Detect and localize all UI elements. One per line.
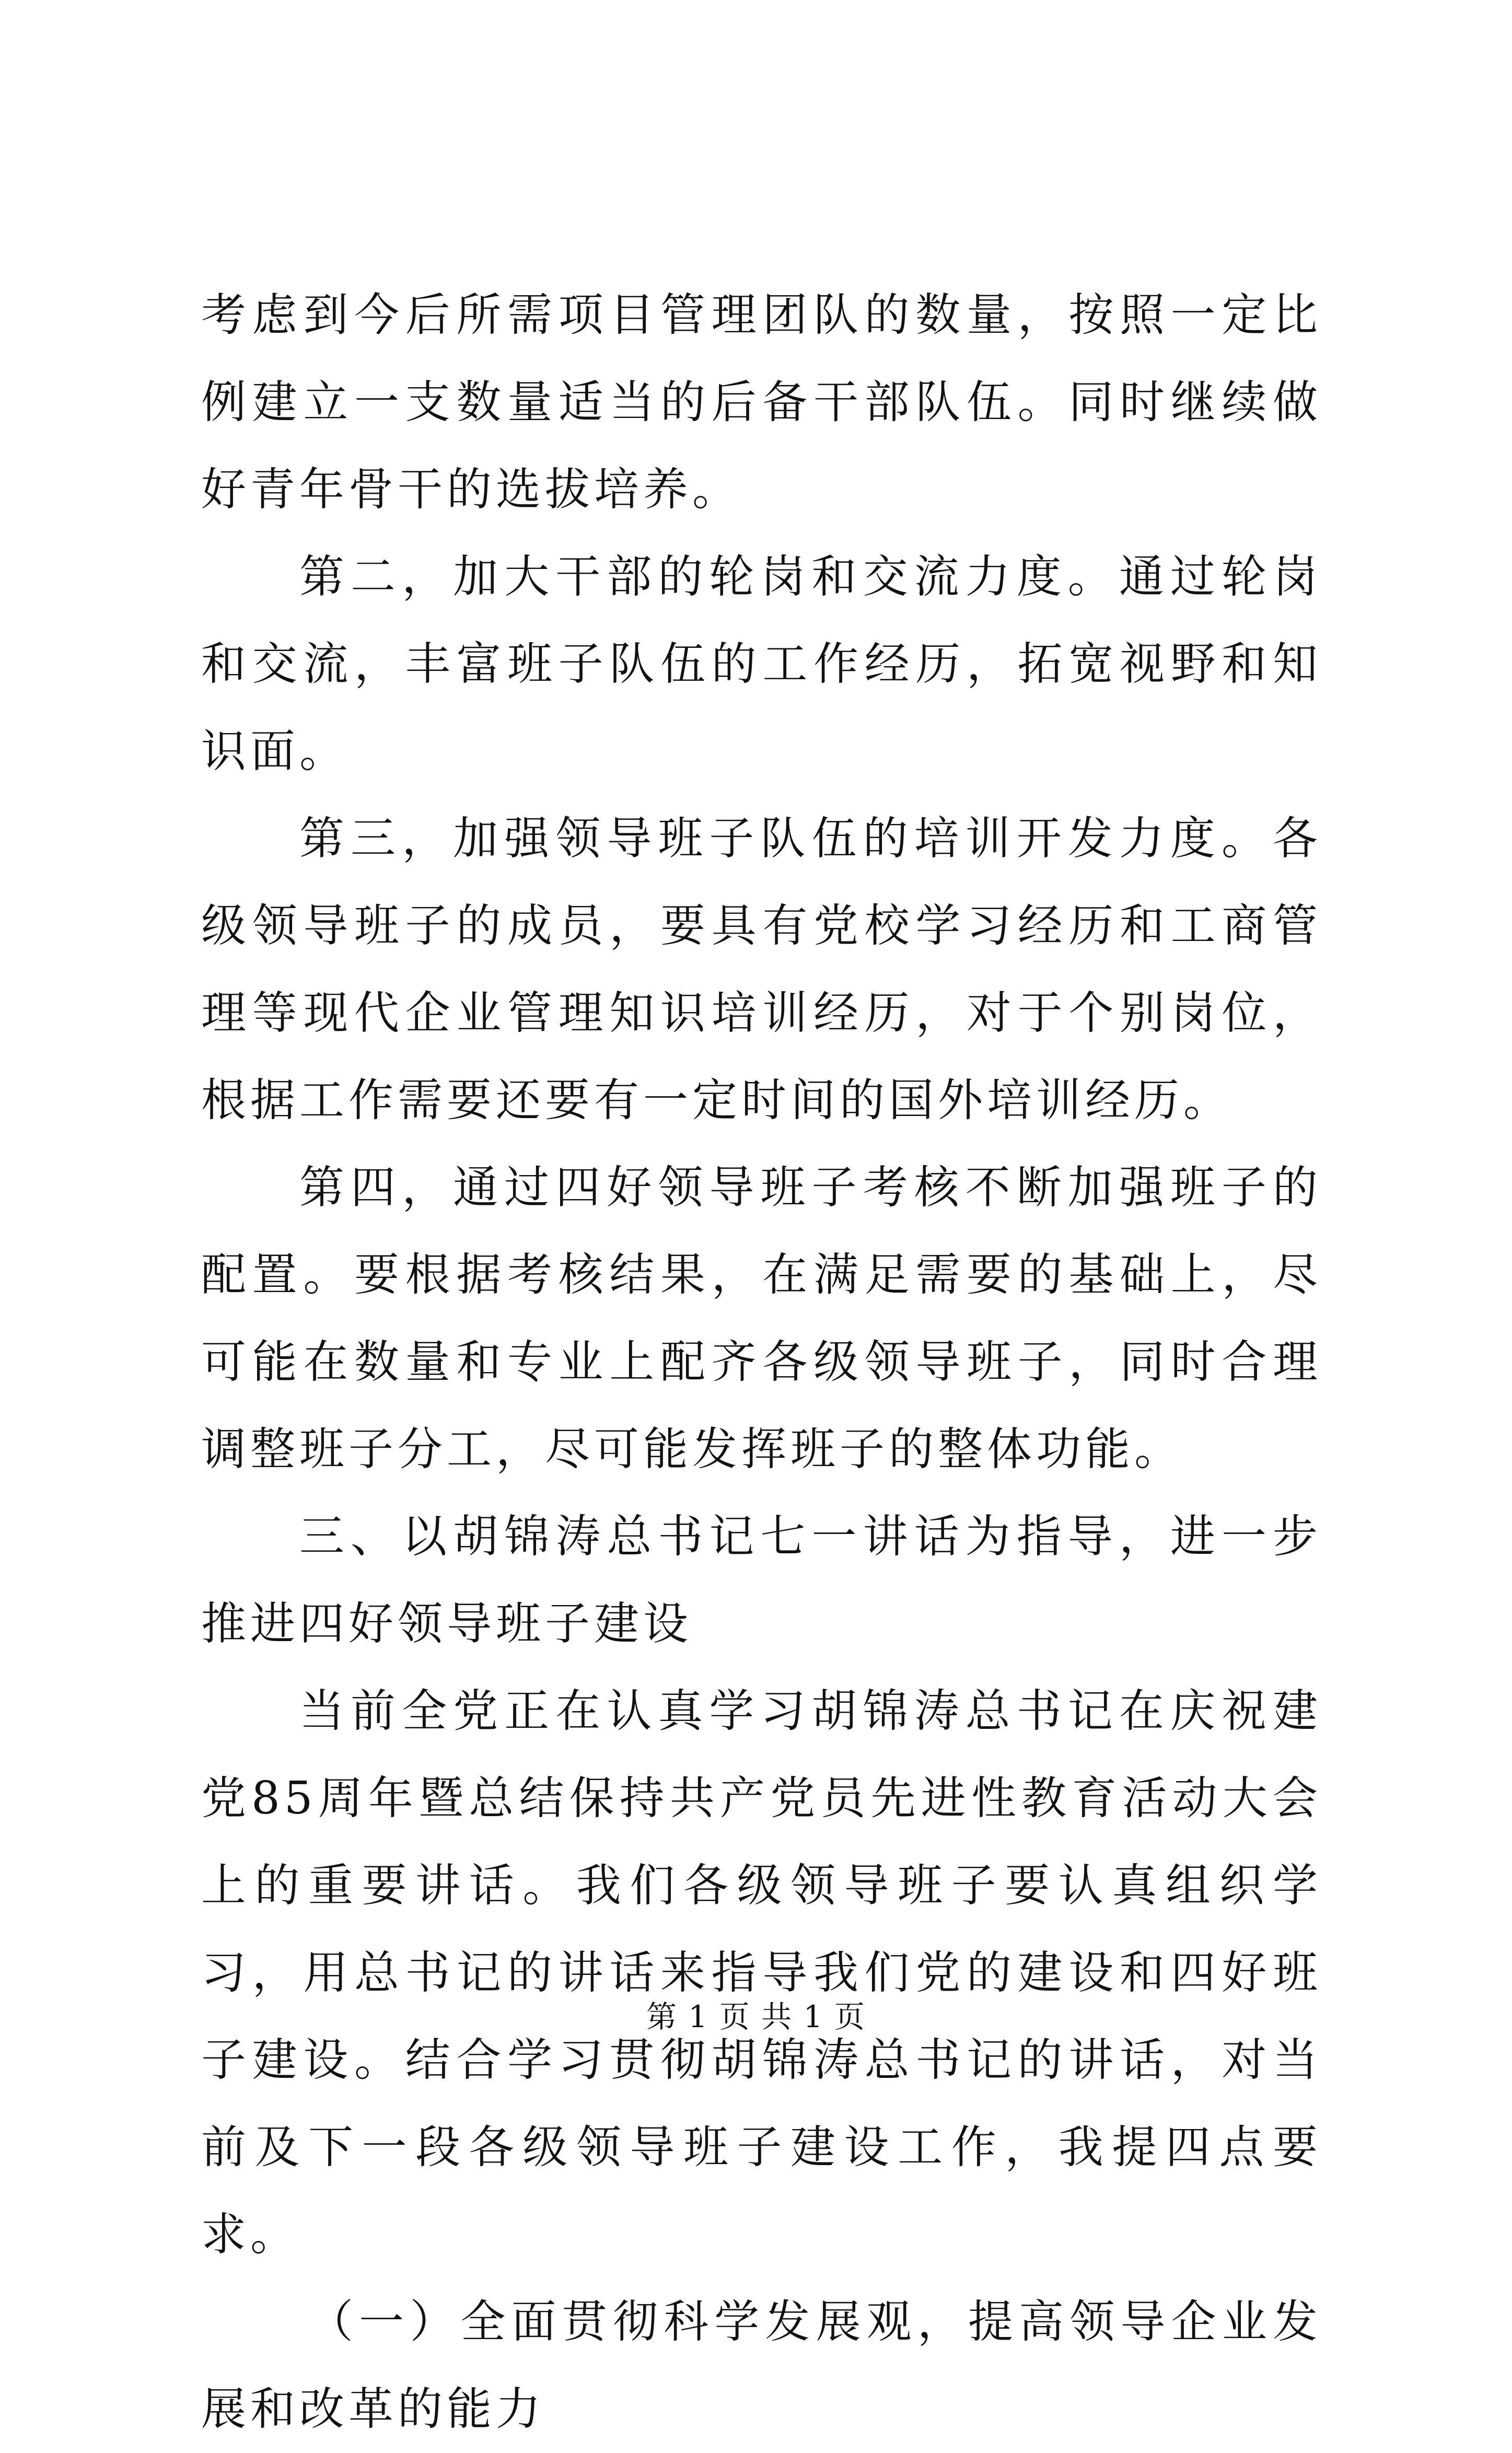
page-footer: 第 1 页 共 1 页 xyxy=(646,1999,866,2035)
paragraph-speech-study: 当前全党正在认真学习胡锦涛总书记在庆祝建党85周年暨总结保持共产党员先进性教育活动大会上的重要讲话。我们各级领导班子要认真组织学习，用总书记的讲话来指导我们党的建设和四好班子建设。结合学习贯彻胡锦涛总书记的讲话，对当前及下一段各级领导班子建设工作，我提四点要求。 xyxy=(201,1685,1322,2261)
paragraph-third-point: 第三，加强领导班子队伍的培训开发力度。各级领导班子的成员，要具有党校学习经历和工商管理等现代企业管理知识培训经历，对于个别岗位，根据工作需要还要有一定时间的国外培训经历。 xyxy=(201,812,1322,1126)
document-body xyxy=(201,272,1322,2453)
paragraph-second-point: 第二，加大干部的轮岗和交流力度。通过轮岗和交流，丰富班子队伍的工作经历，拓宽视野和知识面。 xyxy=(201,551,1322,777)
subheading-one: （一）全面贯彻科学发展观，提高领导企业发展和改革的能力 xyxy=(201,2296,1322,2435)
section-heading-three: 三、以胡锦涛总书记七一讲话为指导，进一步推进四好领导班子建设 xyxy=(201,1510,1322,1650)
paragraph-fourth-point: 第四，通过四好领导班子考核不断加强班子的配置。要根据考核结果，在满足需要的基础上，尽可能在数量和专业上配齐各级领导班子，同时合理调整班子分工，尽可能发挥班子的整体功能。 xyxy=(201,1161,1322,1475)
paragraph-continuation: 考虑到今后所需项目管理团队的数量，按照一定比例建立一支数量适当的后备干部队伍。同时继续做好青年骨干的选拔培养。 xyxy=(201,289,1322,516)
